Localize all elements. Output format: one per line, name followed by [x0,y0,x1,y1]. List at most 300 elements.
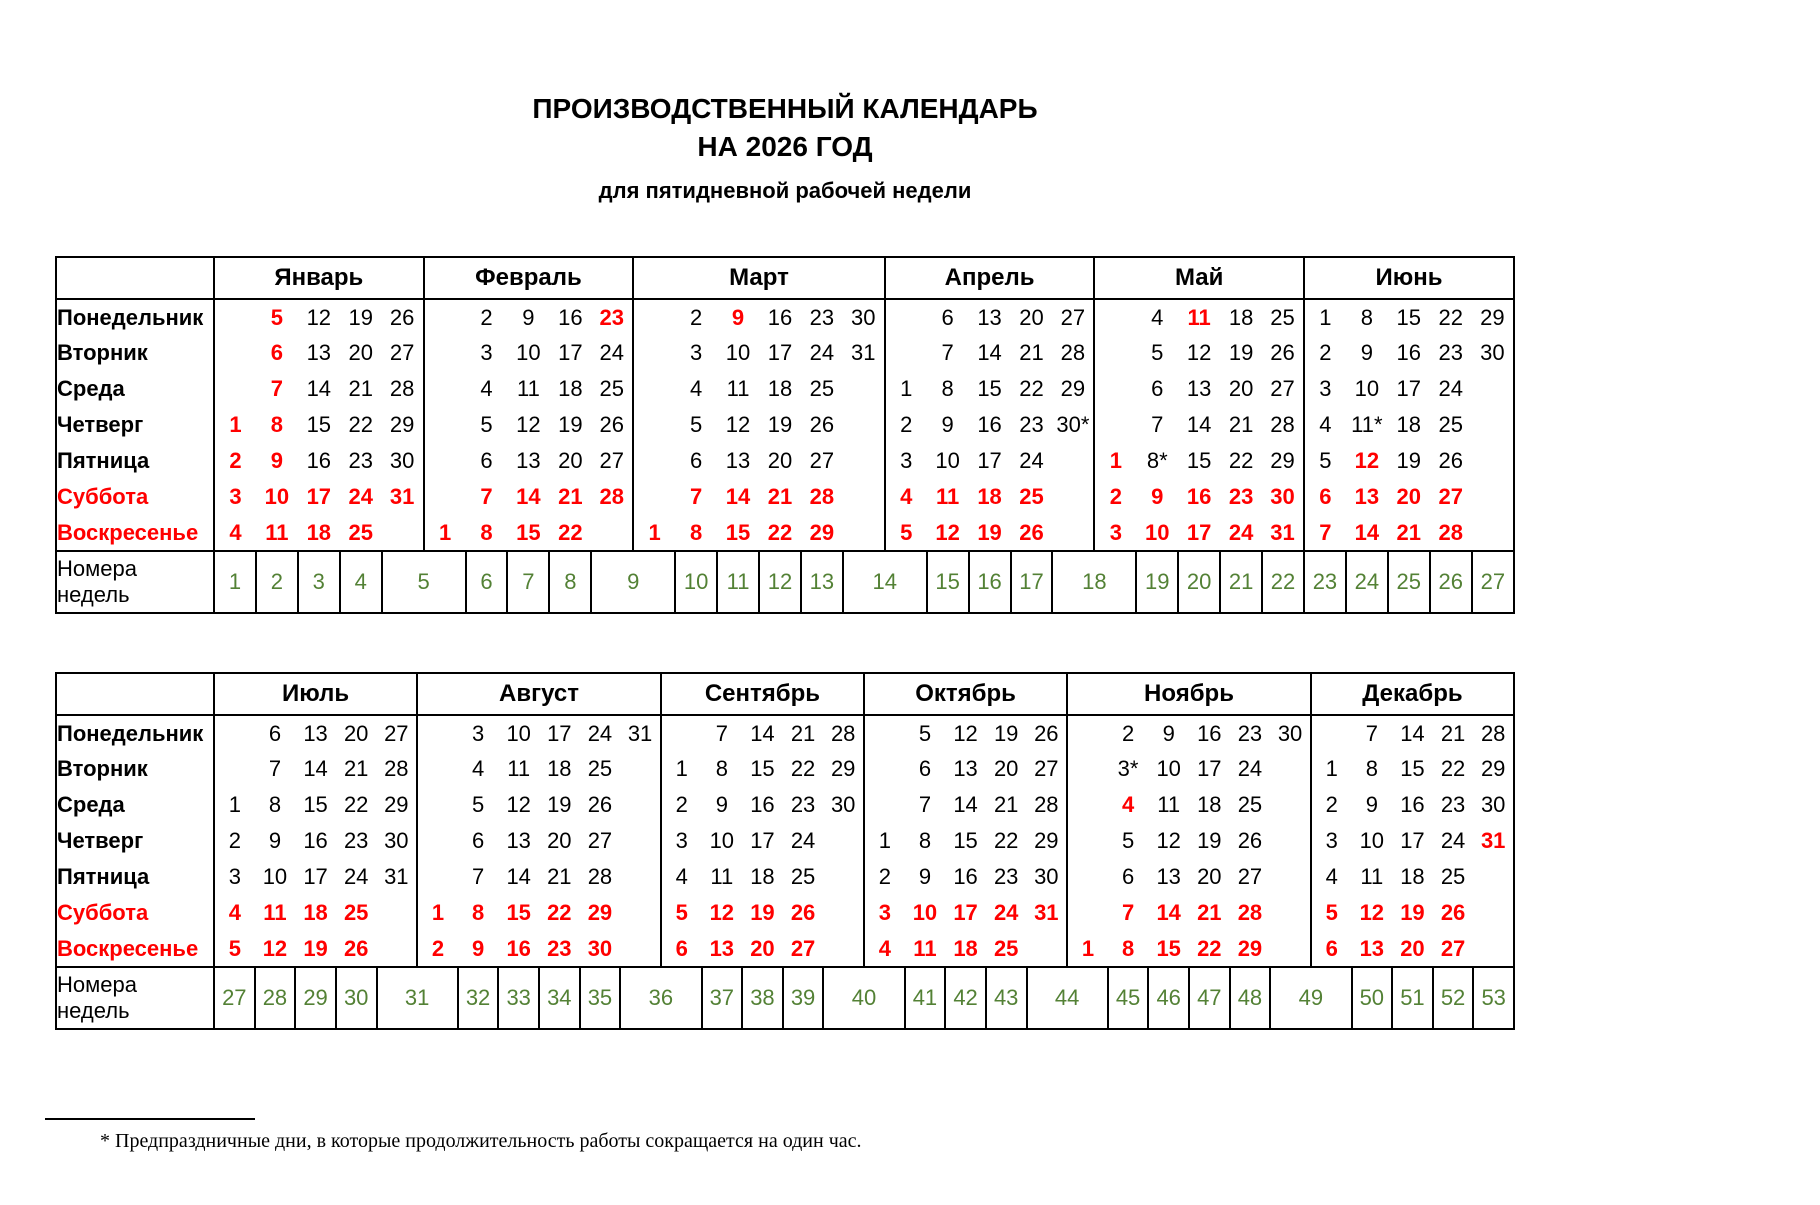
date-cell [417,823,458,859]
date-cell: 19 [558,412,583,437]
week-number-cell: 40 [823,967,904,1029]
day-row [56,443,1514,479]
date-cell [620,859,661,895]
date-cell: 9 [471,935,485,961]
date-cell [1067,895,1108,931]
date-cell: 14 [750,720,775,746]
date-cell: 30 [389,448,415,473]
week-number-cell: 4 [340,551,382,613]
date-cell [620,823,661,859]
date-cell: 12 [1354,448,1380,473]
date-cell: 29 [384,792,409,817]
date-cell [633,407,675,443]
week-number-cell: 10 [675,551,717,613]
date-cell: 29 [1034,828,1059,853]
date-cell: 23 [1438,340,1463,365]
week-number-cell: 20 [1178,551,1220,613]
date-cell: 27 [599,448,624,473]
date-cell: 11 [1187,304,1211,330]
date-cell: 7 [1365,720,1378,746]
date-cell: 14 [1354,519,1380,545]
date-cell: 19 [1396,448,1422,473]
week-number-cell: 32 [458,967,499,1029]
week-numbers-row [56,967,1514,1029]
date-cell [620,895,661,931]
date-cell [1473,931,1514,967]
date-cell: 15 [1186,448,1212,473]
date-cell: 29 [1270,448,1295,473]
date-cell: 16 [953,864,978,889]
date-cell: 27 [389,340,415,365]
date-cell: 24 [348,484,373,509]
date-cell: 27 [1438,484,1463,509]
calendar-table-jul-dec [55,672,1515,1030]
date-cell [1472,515,1514,551]
date-cell: 26 [1438,448,1463,473]
date-cell: 14 [953,792,978,817]
date-cell: 6 [1304,479,1346,515]
date-cell: 19 [750,900,775,925]
date-cell: 5 [918,720,932,746]
date-cell: 2 [214,823,255,859]
date-cell: 20 [767,448,793,473]
date-cell [633,335,675,371]
date-cell: 2 [480,304,493,330]
date-cell [843,515,885,551]
week-numbers-row [56,551,1514,613]
week-number-cell: 9 [591,551,675,613]
date-cell: 19 [348,304,373,330]
date-cell: 4 [1304,407,1346,443]
date-cell: 6 [661,931,702,967]
date-cell: 20 [1197,864,1222,889]
week-number-cell: 21 [1220,551,1262,613]
date-cell: 28 [599,484,624,509]
date-cell [843,443,885,479]
date-cell: 17 [1197,756,1222,781]
date-cell [1270,751,1311,787]
date-cell: 7 [471,864,485,889]
date-cell: 27 [1060,304,1086,330]
day-label: Среда [56,787,214,823]
date-cell: 10 [709,828,735,853]
week-number-cell: 16 [969,551,1011,613]
date-cell: 5 [1304,443,1346,479]
date-cell: 15 [303,792,328,817]
week-number-cell: 23 [1304,551,1346,613]
date-cell: 22 [790,756,816,781]
week-number-cell: 14 [843,551,927,613]
date-cell: 13 [1156,864,1181,889]
date-cell [633,479,675,515]
date-cell: 19 [547,792,572,817]
date-cell: 11 [1157,792,1181,817]
week-number-cell: 43 [986,967,1027,1029]
date-cell: 17 [1186,519,1212,545]
date-cell [1094,371,1136,407]
date-cell: 5 [1121,828,1135,853]
date-cell: 4 [661,859,702,895]
corner-cell [56,257,214,299]
date-cell: 29 [1237,935,1263,961]
date-cell: 15 [1156,935,1181,961]
date-cell: 31 [384,864,409,889]
date-cell [1270,823,1311,859]
date-cell: 3 [214,859,255,895]
date-cell [424,335,466,371]
date-cell: 7 [941,340,954,365]
week-number-cell: 24 [1346,551,1388,613]
date-cell: 15 [516,519,541,545]
date-cell: 15 [506,900,531,925]
date-cell: 14 [1156,900,1181,925]
date-cell: 14 [977,340,1002,365]
date-cell: 10 [725,340,751,365]
day-label: Четверг [56,823,214,859]
date-cell: 22 [1019,376,1044,401]
date-cell: 2 [864,859,905,895]
date-cell: 1 [661,751,702,787]
page-title [55,90,1515,166]
date-cell: 28 [1438,519,1463,545]
date-cell: 8 [268,792,282,817]
day-row [56,715,1514,751]
date-cell: 14 [1186,412,1212,437]
date-cell: 1 [1304,299,1346,335]
date-cell: 31 [389,484,415,509]
date-cell: 23 [547,935,572,961]
date-cell: 8 [480,519,493,545]
week-number-cell: 25 [1388,551,1430,613]
date-cell: 2 [214,443,256,479]
month-header-5: Январь [214,257,424,299]
date-cell [382,515,424,551]
date-cell: 8 [918,828,932,853]
date-cell [1094,335,1136,371]
date-cell: 4 [214,515,256,551]
date-cell: 5 [689,412,703,437]
date-cell: 2 [885,407,927,443]
date-cell [823,895,864,931]
date-cell [377,895,418,931]
date-cell [1311,715,1352,751]
date-cell: 21 [767,484,793,509]
date-cell: 20 [1228,376,1254,401]
date-cell: 26 [1440,900,1466,925]
date-cell [424,443,466,479]
date-cell: 13 [709,935,735,961]
date-cell: 18 [953,935,978,961]
date-cell: 2 [1304,335,1346,371]
date-cell: 28 [384,756,409,781]
week-number-cell: 7 [507,551,549,613]
date-cell: 8 [1360,304,1373,330]
date-cell: 18 [303,900,328,925]
date-cell [214,751,255,787]
date-cell: 24 [790,828,816,853]
date-cell: 14 [306,376,332,401]
date-cell: 16 [1186,484,1212,509]
date-cell: 25 [1438,412,1463,437]
date-cell: 8 [941,376,954,401]
date-cell: 3 [214,479,256,515]
day-label: Воскресенье [56,931,214,967]
date-cell: 8 [270,412,283,437]
week-number-cell: 6 [466,551,508,613]
date-cell: 31 [851,340,876,365]
date-cell: 11 [263,900,287,925]
week-number-cell: 46 [1148,967,1189,1029]
date-cell: 5 [1311,895,1352,931]
date-cell: 25 [587,756,613,781]
week-number-cell: 35 [580,967,621,1029]
date-cell [885,335,927,371]
date-cell: 4 [864,931,905,967]
date-cell: 5 [885,515,927,551]
day-row [56,751,1514,787]
date-cell: 25 [809,376,835,401]
date-cell: 1 [1094,443,1136,479]
date-cell: 3 [1094,515,1136,551]
date-cell [620,751,661,787]
page-title-line1: ПРОИЗВОДСТВЕННЫЙ КАЛЕНДАРЬ [532,93,1038,124]
date-cell: 12 [725,412,751,437]
date-cell: 9 [1360,340,1373,365]
date-cell: 21 [348,376,373,401]
date-cell: 8 [715,756,728,781]
week-number-cell: 33 [498,967,539,1029]
date-cell: 11* [1351,412,1383,437]
date-cell: 6 [1121,864,1135,889]
date-cell: 10 [262,864,288,889]
date-cell: 13 [303,720,328,746]
month-header-6: Август [417,673,661,715]
date-cell: 24 [1228,519,1254,545]
date-cell [1027,931,1068,967]
week-number-cell: 8 [549,551,591,613]
date-cell: 24 [1438,376,1463,401]
date-cell: 30 [587,935,613,961]
date-cell: 31 [1480,828,1506,853]
date-cell [417,715,458,751]
date-cell: 9 [1365,792,1378,817]
date-cell: 7 [689,484,703,509]
date-cell: 3 [661,823,702,859]
date-cell [823,931,864,967]
date-cell: 4 [885,479,927,515]
day-label: Воскресенье [56,515,214,551]
day-label: Суббота [56,479,214,515]
date-cell: 27 [1270,376,1295,401]
date-cell: 15 [977,376,1002,401]
date-cell: 18 [1396,412,1422,437]
date-cell: 2 [689,304,703,330]
date-cell: 19 [1228,340,1254,365]
date-cell: 17 [750,828,775,853]
date-cell [864,715,905,751]
date-cell [417,751,458,787]
date-cell: 22 [558,519,583,545]
date-cell: 16 [303,828,328,853]
week-number-cell: 18 [1052,551,1136,613]
day-label: Вторник [56,335,214,371]
date-cell: 11 [265,519,289,545]
date-cell: 18 [977,484,1002,509]
week-number-cell: 52 [1433,967,1474,1029]
date-cell: 3 [689,340,703,365]
date-cell: 21 [547,864,572,889]
date-cell: 24 [343,864,369,889]
day-label: Среда [56,371,214,407]
month-header-5: Июнь [1304,257,1514,299]
day-row [56,335,1514,371]
date-cell: 16 [750,792,775,817]
week-number-cell: 19 [1136,551,1178,613]
date-cell: 13 [306,340,332,365]
date-cell: 27 [587,828,613,853]
date-cell: 20 [1019,304,1044,330]
date-cell: 13 [506,828,531,853]
date-cell: 10 [1354,376,1380,401]
date-cell: 18 [1228,304,1254,330]
date-cell: 5 [661,895,702,931]
date-cell: 9 [918,864,932,889]
date-cell [823,859,864,895]
date-cell: 3* [1117,756,1139,781]
date-cell [377,931,418,967]
date-cell: 11 [913,935,937,961]
date-cell: 17 [977,448,1002,473]
date-cell: 15 [725,519,751,545]
week-number-cell: 13 [801,551,843,613]
date-cell: 17 [558,340,583,365]
date-cell: 4 [471,756,485,781]
date-cell: 20 [547,828,572,853]
date-cell: 16 [767,304,793,330]
date-cell [1067,787,1108,823]
date-cell: 22 [1197,935,1222,961]
date-cell: 14 [303,756,328,781]
month-header-5: Декабрь [1311,673,1514,715]
week-number-cell: 50 [1352,967,1393,1029]
date-cell: 12 [262,935,288,961]
date-cell [843,371,885,407]
date-cell: 9 [731,304,745,330]
footnote-text: * Предпраздничные дни, в которые продолжительность работы сокращается на один час. [100,1130,862,1152]
date-cell: 21 [790,720,816,746]
date-cell: 11 [710,864,734,889]
date-cell: 9 [1162,720,1175,746]
date-cell: 4 [480,376,493,401]
date-cell: 26 [1270,340,1295,365]
date-cell: 18 [1197,792,1222,817]
date-cell: 25 [993,935,1019,961]
week-number-cell: 48 [1230,967,1271,1029]
date-cell: 18 [547,756,572,781]
date-cell: 2 [1094,479,1136,515]
date-cell: 18 [306,519,332,545]
date-cell: 21 [1019,340,1044,365]
date-cell: 5 [214,931,255,967]
date-cell [417,859,458,895]
month-header-6: Ноябрь [1067,673,1311,715]
date-cell: 20 [1400,935,1425,961]
day-label: Пятница [56,859,214,895]
date-cell: 30 [1480,340,1505,365]
date-cell: 1 [885,371,927,407]
date-cell: 24 [1440,828,1466,853]
date-cell: 14 [1400,720,1425,746]
date-cell: 16 [1197,720,1222,746]
date-cell [424,299,466,335]
day-label: Понедельник [56,715,214,751]
date-cell: 9 [1151,484,1164,509]
day-row [56,895,1514,931]
date-cell: 25 [343,900,369,925]
date-cell: 9 [270,448,283,473]
week-number-cell: 27 [1472,551,1514,613]
day-label: Пятница [56,443,214,479]
date-cell: 23 [599,304,624,330]
date-cell [1473,859,1514,895]
date-cell: 26 [1034,720,1059,746]
date-cell: 2 [417,931,458,967]
month-header-5: Февраль [424,257,634,299]
date-cell: 30 [1034,864,1059,889]
date-cell [1094,299,1136,335]
date-cell: 15 [1400,756,1425,781]
page-title-line2: НА 2026 ГОД [697,131,873,162]
date-cell [1270,859,1311,895]
date-cell [1270,787,1311,823]
date-cell: 28 [830,720,856,746]
week-number-cell: 39 [783,967,824,1029]
day-row [56,931,1514,967]
date-cell [1067,823,1108,859]
date-cell [1067,715,1108,751]
week-number-cell: 26 [1430,551,1472,613]
date-cell: 10 [1156,756,1181,781]
date-cell: 15 [1396,304,1422,330]
day-row [56,299,1514,335]
date-cell: 20 [348,340,373,365]
date-cell: 22 [1228,448,1254,473]
date-cell: 7 [1151,412,1164,437]
date-cell [214,715,255,751]
date-cell: 1 [1067,931,1108,967]
date-cell: 28 [1270,412,1295,437]
date-cell: 15 [306,412,332,437]
date-cell: 20 [750,935,775,961]
date-cell [1270,931,1311,967]
date-cell [1067,859,1108,895]
date-cell: 16 [1400,792,1425,817]
date-cell: 29 [830,756,856,781]
date-cell: 16 [558,304,583,330]
date-cell: 17 [1396,376,1422,401]
date-cell: 6 [480,448,493,473]
date-cell: 10 [1359,828,1385,853]
date-cell: 25 [599,376,624,401]
date-cell: 20 [993,756,1019,781]
date-cell: 3 [1311,823,1352,859]
date-cell: 21 [993,792,1019,817]
date-cell [417,787,458,823]
date-cell: 24 [587,720,613,746]
date-cell: 28 [1237,900,1263,925]
date-cell: 5 [1151,340,1164,365]
day-row [56,859,1514,895]
